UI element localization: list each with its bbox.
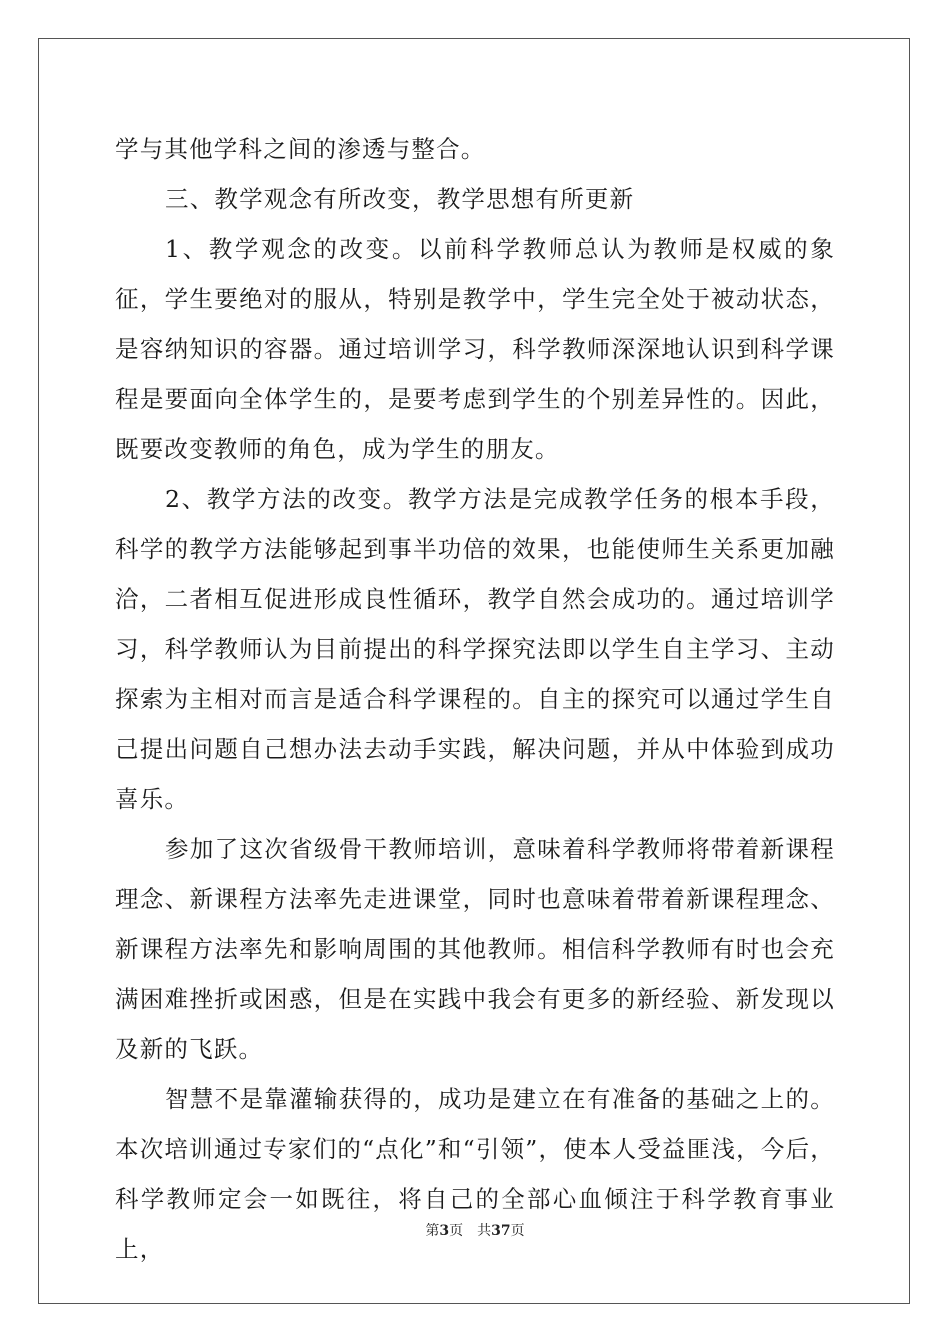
paragraph-1: 学与其他学科之间的渗透与整合。 bbox=[115, 135, 486, 163]
page-suffix: 页 bbox=[449, 1223, 464, 1239]
total-prefix: 共 bbox=[477, 1223, 492, 1239]
page-number: 3 bbox=[439, 1223, 450, 1239]
paragraph-method-change: 2、教学方法的改变。教学方法是完成教学任务的根本手段，科学的教学方法能够起到事半功倍的效果，也能使师生关系更加融洽，二者相互促进形成良性循环，教学自然会成功的。通过培训学习，科学教师认为目前提出的科学探究法即以学生自主学习、主动探索为主相对而言是适合科学课程的。自主的探究可以通过学生自己提出问题自己想办法去动手实践，解决问题，并从中体验到成功喜乐。 bbox=[115, 485, 835, 813]
section-heading-3: 三、教学观念有所改变，教学思想有所更新 bbox=[165, 185, 635, 213]
page-footer bbox=[0, 1220, 950, 1240]
paragraph-conclusion: 智慧不是靠灌输获得的，成功是建立在有准备的基础之上的。本次培训通过专家们的“点化”和“引领”，使本人受益匪浅，今后，科学教师定会一如既往，将自己的全部心血倾注于科学教育事业上， bbox=[115, 1085, 835, 1263]
total-suffix: 页 bbox=[510, 1223, 525, 1239]
total-pages: 37 bbox=[491, 1223, 511, 1239]
page-prefix: 第 bbox=[425, 1223, 440, 1239]
document-body bbox=[115, 124, 835, 1274]
paragraph-concept-change: 1、教学观念的改变。以前科学教师总认为教师是权威的象征，学生要绝对的服从，特别是教学中，学生完全处于被动状态，是容纳知识的容器。通过培训学习，科学教师深深地认识到科学课程是要面向全体学生的，是要考虑到学生的个别差异性的。因此，既要改变教师的角色，成为学生的朋友。 bbox=[115, 235, 835, 463]
paragraph-training-meaning: 参加了这次省级骨干教师培训，意味着科学教师将带着新课程理念、新课程方法率先走进课堂，同时也意味着带着新课程理念、新课程方法率先和影响周围的其他教师。相信科学教师有时也会充满困难挫折或困惑，但是在实践中我会有更多的新经验、新发现以及新的飞跃。 bbox=[115, 835, 835, 1063]
